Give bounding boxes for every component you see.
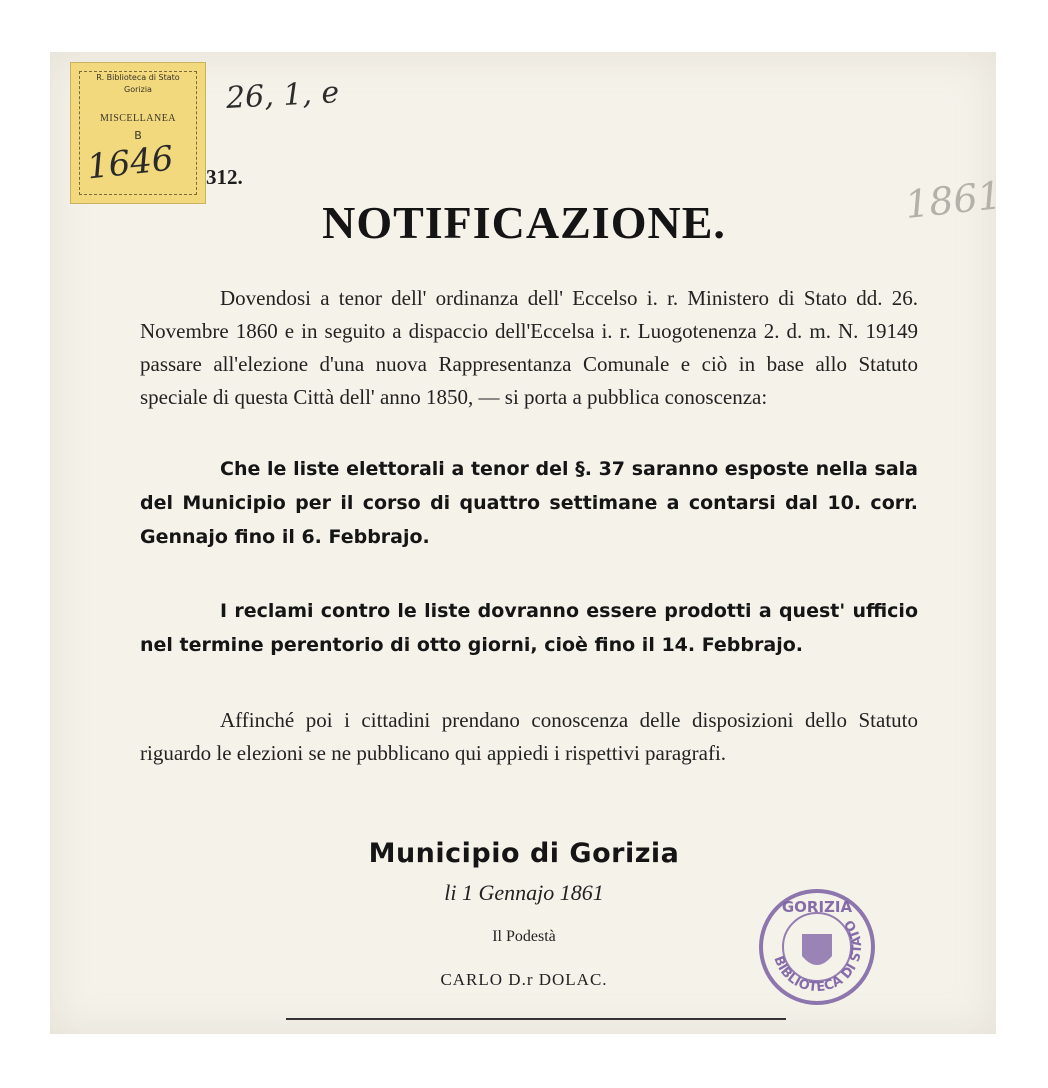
signer-title: Il Podestà	[492, 928, 556, 945]
intro-paragraph: Dovendosi a tenor dell' ordinanza dell' Eccelso i. r. Ministero di Stato dd. 26. Novembre 1860 e in seguito a dispaccio dell'Eccelsa i. r. Luogotenenza 2. d. m. N. 19149 passare all'elezione d'una nuova Rappresentanza Comunale e ciò in base allo Statuto speciale di questa Città dell' anno 1850, — si porta a pubblica conoscenza:	[140, 286, 918, 409]
signer-name: CARLO D.r DOLAC.	[440, 970, 608, 989]
archive-label-line1: R. Biblioteca di Stato	[96, 73, 180, 82]
stamp-ring-text: BIBLIOTECA DI STATO	[770, 916, 866, 996]
stamp-top-text: GORIZIA	[781, 898, 853, 916]
page-title: NOTIFICAZIONE.	[322, 197, 726, 248]
electoral-lists-paragraph: Che le liste elettorali a tenor del §. 37 saranno esposte nella sala del Municipio per il corso di quattro settimane a contarsi dal 10. corr. Gennajo fino il 6. Febbrajo.	[140, 458, 918, 548]
archive-label-number: 1646	[85, 138, 176, 188]
complaints-paragraph: I reclami contro le liste dovranno essere prodotti a quest' ufficio nel termine perentorio di otto giorni, cioè fino il 14. Febbrajo.	[140, 600, 918, 656]
handwritten-date: 26, 1, e	[225, 75, 341, 116]
statute-paragraph: Affinché poi i cittadini prendano conoscenza delle disposizioni dello Statuto riguardo le elezioni se ne pubblicano qui appiedi i rispettivi paragrafi.	[140, 708, 918, 765]
archive-label	[70, 62, 206, 204]
shield-icon	[802, 934, 832, 965]
library-stamp	[752, 882, 882, 1012]
issue-date: li 1 Gennajo 1861	[444, 880, 604, 905]
archive-label-line3: MISCELLANEA	[99, 113, 177, 124]
archive-label-line2: Gorizia	[124, 85, 152, 94]
document-number: 312.	[206, 165, 243, 189]
archive-label-line4: B	[134, 129, 142, 142]
issuer-name: Municipio di Gorizia	[368, 838, 680, 869]
bottom-rule	[286, 1018, 786, 1020]
handwritten-year: 1861	[902, 173, 1004, 227]
